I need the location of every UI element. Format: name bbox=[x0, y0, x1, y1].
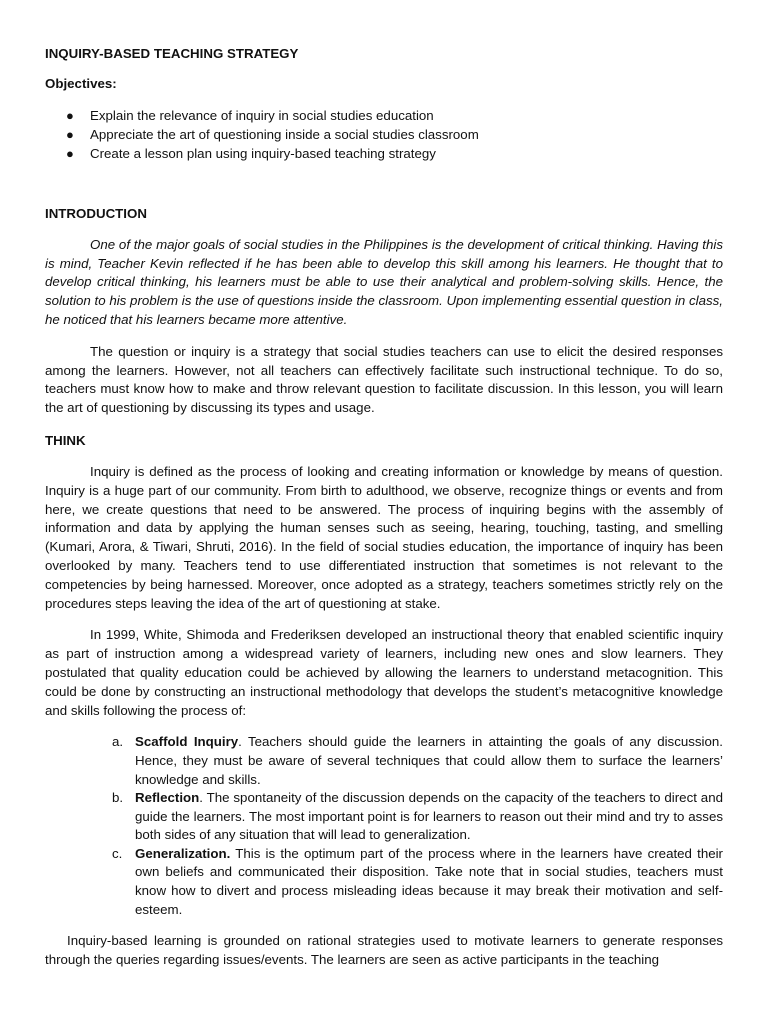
objectives-label: Objectives: bbox=[45, 76, 117, 91]
step-text: . Teachers should guide the learners in attainting the goals of any discussion. Hence, they must be aware of several techniques that could allow them to surface the learners’ knowledge and skills. bbox=[135, 734, 723, 787]
list-item bbox=[45, 789, 723, 845]
introduction-heading: INTRODUCTION bbox=[45, 205, 147, 221]
step-term: Scaffold Inquiry bbox=[135, 734, 239, 750]
step-text: This is the optimum part of the process where in the learners have created their own beliefs and communicated their disposition. Take note that in social studies, teachers must know how to divert and process misleading ideas because it may break their motivation and self-esteem. bbox=[135, 845, 723, 917]
objectives-list bbox=[45, 106, 723, 163]
step-marker: a. bbox=[112, 734, 124, 750]
objective-text: Create a lesson plan using inquiry-based teaching strategy bbox=[90, 145, 436, 161]
step-marker: c. bbox=[112, 845, 123, 861]
think-paragraph-2: In 1999, White, Shimoda and Frederiksen developed an instructional theory that enabled scientific inquiry as part of instruction among a widespread variety of learners, including new ones and slow learners. They postulated that quality education could be achieved by allowing the learners to understand metacognition. This could be done by constructing an instructional methodology that develops the student’s metacognitive knowledge and skills following the process of: bbox=[45, 627, 723, 718]
bullet-icon: ● bbox=[66, 145, 74, 161]
list-item bbox=[45, 106, 723, 125]
step-marker: b. bbox=[112, 790, 124, 806]
document-page bbox=[45, 44, 723, 970]
think-paragraph-1: Inquiry is defined as the process of looking and creating information or knowledge by means of question. Inquiry is a huge part of our community. From birth to adulthood, we observe, recognize things or events and from here, we create questions that need to be answered. The process of inquiring begins with the assembly of information and data by applying the human senses such as seeing, hearing, touching, tasting, and smelling (Kumari, Arora, & Tiwari, Shruti, 2016). In the field of social studies education, the importance of inquiry has been overlooked by many. Teachers tend to use differentiated instruction that sometimes is not relevant to the competencies by being harnessed. Moreover, once adopted as a strategy, teachers sometimes strictly rely on the procedures steps leaving the idea of the art of questioning at stake. bbox=[45, 463, 723, 611]
list-item bbox=[45, 144, 723, 163]
step-term: Reflection bbox=[135, 790, 200, 806]
objective-text: Appreciate the art of questioning inside a social studies classroom bbox=[90, 126, 479, 142]
think-heading: THINK bbox=[45, 432, 86, 448]
objective-text: Explain the relevance of inquiry in social studies education bbox=[90, 107, 434, 123]
document-title: INQUIRY-BASED TEACHING STRATEGY bbox=[45, 46, 299, 61]
step-term: Generalization. bbox=[135, 845, 231, 861]
list-item bbox=[45, 845, 723, 919]
bullet-icon: ● bbox=[66, 107, 74, 123]
introduction-paragraph-1: One of the major goals of social studies in the Philippines is the development of critical thinking. Having this is mind, Teacher Kevin reflected if he has been able to develop this skill among his learners. He thought that to develop critical thinking, his learners must be able to use their analytical and problem-solving skills. Hence, the solution to his problem is the use of questions inside the classroom. Upon implementing essential question in class, he noticed that his learners became more attentive. bbox=[45, 236, 723, 327]
process-steps-list bbox=[45, 733, 723, 919]
list-item bbox=[45, 125, 723, 144]
list-item bbox=[45, 733, 723, 789]
introduction-paragraph-2: The question or inquiry is a strategy that social studies teachers can use to elicit the desired responses among the learners. However, not all teachers can effectively facilitate such instructional technique. To do so, teachers must know how to make and throw relevant question to facilitate discussion. In this lesson, you will learn the art of questioning by discussing its types and usage. bbox=[45, 343, 723, 416]
think-paragraph-3: Inquiry-based learning is grounded on rational strategies used to motivate learners to generate responses through the queries regarding issues/events. The learners are seen as active participants in the teaching bbox=[45, 933, 723, 968]
bullet-icon: ● bbox=[66, 126, 74, 142]
step-text: . The spontaneity of the discussion depends on the capacity of the teachers to direct and guide the learners. The most important point is for learners to reason out their mind and try to asses both sides of any situation that will lead to generalization. bbox=[135, 790, 723, 843]
